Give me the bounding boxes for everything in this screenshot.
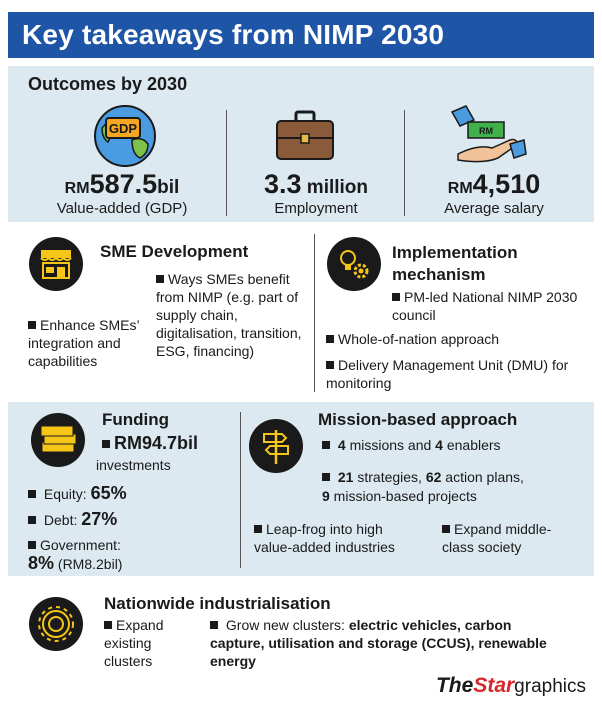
cash-stack-icon: [30, 412, 86, 468]
sme-heading: SME Development: [100, 242, 249, 261]
sme-point-1: Enhance SMEs’ integration and capabilities: [28, 316, 144, 370]
thestar-logo: TheStargraphics: [435, 674, 586, 697]
middle-divider: [314, 234, 315, 392]
industrialisation-point-1: Expand existing clusters: [104, 616, 194, 670]
employment-value: 3.3 million: [263, 169, 369, 199]
implementation-point-2: Whole-of-nation approach: [326, 330, 582, 348]
mission-point-4: Expand middle-class society: [442, 520, 582, 556]
salary-value: RM4,510: [447, 169, 541, 199]
mission-point-2-cont: 9 mission-based projects: [322, 488, 477, 504]
funding-amount-note: investments: [96, 457, 171, 473]
funding-government: Government:: [28, 536, 121, 554]
implementation-point-3: Delivery Management Unit (DMU) for monitoring: [326, 356, 584, 392]
employment-label: Employment: [274, 200, 358, 217]
gdp-value: RM587.5bil: [64, 169, 180, 199]
industry-gear-icon: [28, 596, 84, 652]
mission-point-1: 4 missions and 4 enablers: [322, 436, 582, 454]
implementation-point-1: PM-led National NIMP 2030 council: [392, 288, 582, 324]
implementation-heading: Implementation mechanism: [392, 243, 518, 284]
funding-government-value: 8% (RM8.2bil): [28, 553, 123, 573]
funding-debt: Debt: 27%: [28, 510, 117, 529]
rm-icon-text: RM: [479, 126, 493, 136]
industrialisation-heading: Nationwide industrialisation: [104, 594, 331, 613]
shop-icon: [28, 236, 84, 292]
page-title: Key takeaways from NIMP 2030: [8, 12, 594, 58]
mission-point-2: 21 strategies, 62 action plans,: [322, 468, 582, 486]
funding-equity: Equity: 65%: [28, 484, 127, 503]
outcomes-divider-1: [226, 110, 227, 216]
funding-amount: RM94.7bil: [102, 432, 198, 454]
outcomes-heading: Outcomes by 2030: [28, 74, 188, 94]
outcomes-divider-2: [404, 110, 405, 216]
gdp-globe-icon: [88, 100, 162, 170]
salary-label: Average salary: [444, 200, 544, 217]
industrialisation-point-2: Grow new clusters: electric vehicles, carbon capture, utilisation and storage (CCUS), renewable energy: [210, 616, 550, 670]
signpost-icon: [248, 418, 304, 474]
funding-heading: Funding: [102, 410, 170, 429]
money-hand-icon: [448, 104, 528, 168]
mission-point-3: Leap-frog into high value-added industries: [254, 520, 424, 556]
gdp-icon-text: GDP: [108, 121, 138, 136]
funding-divider: [240, 412, 241, 568]
gear-bulb-icon: [326, 236, 382, 292]
gdp-label: Value-added (GDP): [56, 200, 188, 217]
briefcase-icon: [274, 108, 336, 164]
sme-point-2: Ways SMEs benefit from NIMP (e.g. part of supply chain, digitalisation, transition, ESG, financing): [156, 271, 302, 359]
mission-heading: Mission-based approach: [318, 410, 518, 429]
